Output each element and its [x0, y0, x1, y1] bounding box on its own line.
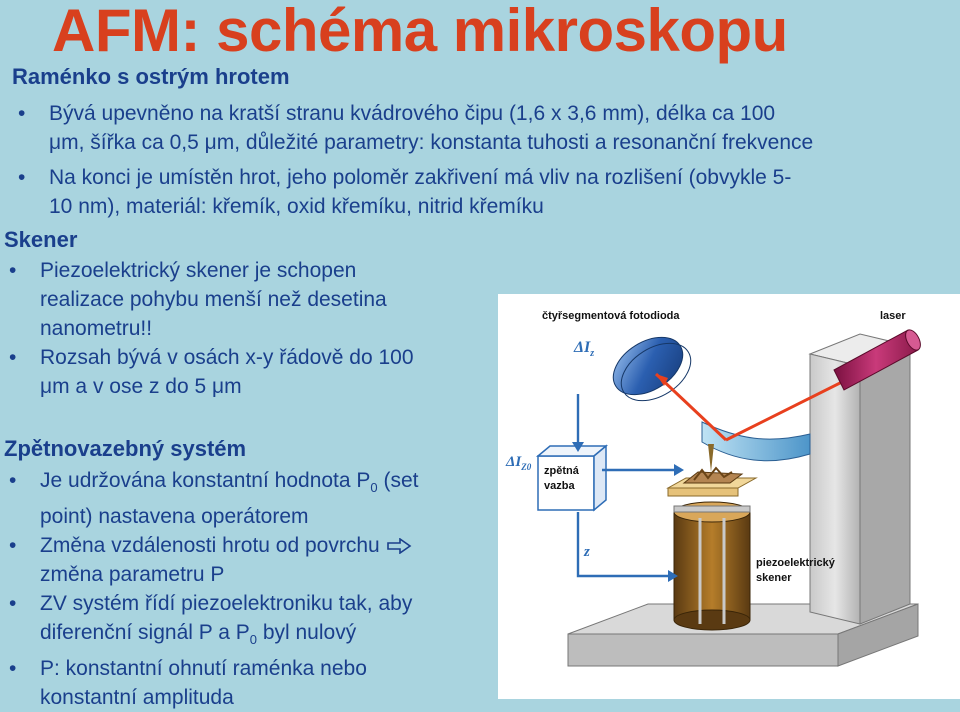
- label-feedback-2: vazba: [544, 480, 575, 492]
- implies-arrow-icon: [386, 538, 412, 554]
- sample-holder: [668, 468, 756, 496]
- feedback-box: [538, 446, 606, 510]
- section-heading-cantilever: Raménko s ostrým hrotem: [12, 64, 290, 89]
- probe-tip: [708, 444, 714, 472]
- label-piezo-2: skener: [756, 572, 792, 584]
- list-item: • Bývá upevněno na kratší stranu kvádrového čipu (1,6 x 3,6 mm), délka ca 100 μm, šířka ca 0,5 μm, důležité parametry: konstanta tuhosti a resonanční frekvence: [49, 99, 813, 157]
- section-heading-scanner: Skener: [4, 227, 78, 252]
- page-title: AFM: schéma mikroskopu: [52, 0, 788, 64]
- label-delta-iz0: $\Delta I_{Z0}$: [506, 454, 532, 472]
- label-feedback-1: zpětná: [544, 465, 579, 477]
- piezo-scanner: [674, 502, 750, 630]
- afm-schematic-svg: [498, 294, 960, 699]
- list-item: • Piezoelektrický skener je schopen realizace pohybu menší než desetina nanometru!!: [40, 256, 414, 343]
- feedback-bullets: [40, 466, 418, 712]
- list-item: • Změna vzdálenosti hrotu od povrchu změna parametru P: [40, 531, 418, 589]
- label-delta-iz: $\Delta I_z$: [574, 339, 595, 359]
- label-photodiode: čtyřsegmentová fotodioda: [542, 310, 680, 322]
- label-laser: laser: [880, 310, 906, 322]
- section-heading-feedback: Zpětnovazebný systém: [4, 436, 247, 461]
- list-item: • P: konstantní ohnutí raménka nebo konstantní amplituda: [40, 654, 418, 712]
- list-item: • Na konci je umístěn hrot, jeho poloměr zakřivení má vliv na rozlišení (obvykle 5- 10 nm), materiál: křemík, oxid křemíku, nitrid křemíku: [49, 163, 813, 221]
- label-piezo-1: piezoelektrický: [756, 557, 835, 569]
- list-item: • ZV systém řídí piezoelektroniku tak, aby diferenční signál P a $P_0$ byl nulový: [40, 589, 418, 654]
- scanner-bullets: [40, 256, 414, 401]
- photodiode-icon: [603, 326, 701, 413]
- label-z: z: [584, 544, 590, 560]
- list-item: • Je udržována konstantní hodnota $P_0$ (set point) nastavena operátorem: [40, 466, 418, 531]
- list-item: • Rozsah bývá v osách x-y řádově do 100 μm a v ose z do 5 μm: [40, 343, 414, 401]
- afm-schematic-figure: [498, 294, 960, 699]
- cantilever: [702, 422, 810, 461]
- cantilever-bullets: [49, 99, 813, 221]
